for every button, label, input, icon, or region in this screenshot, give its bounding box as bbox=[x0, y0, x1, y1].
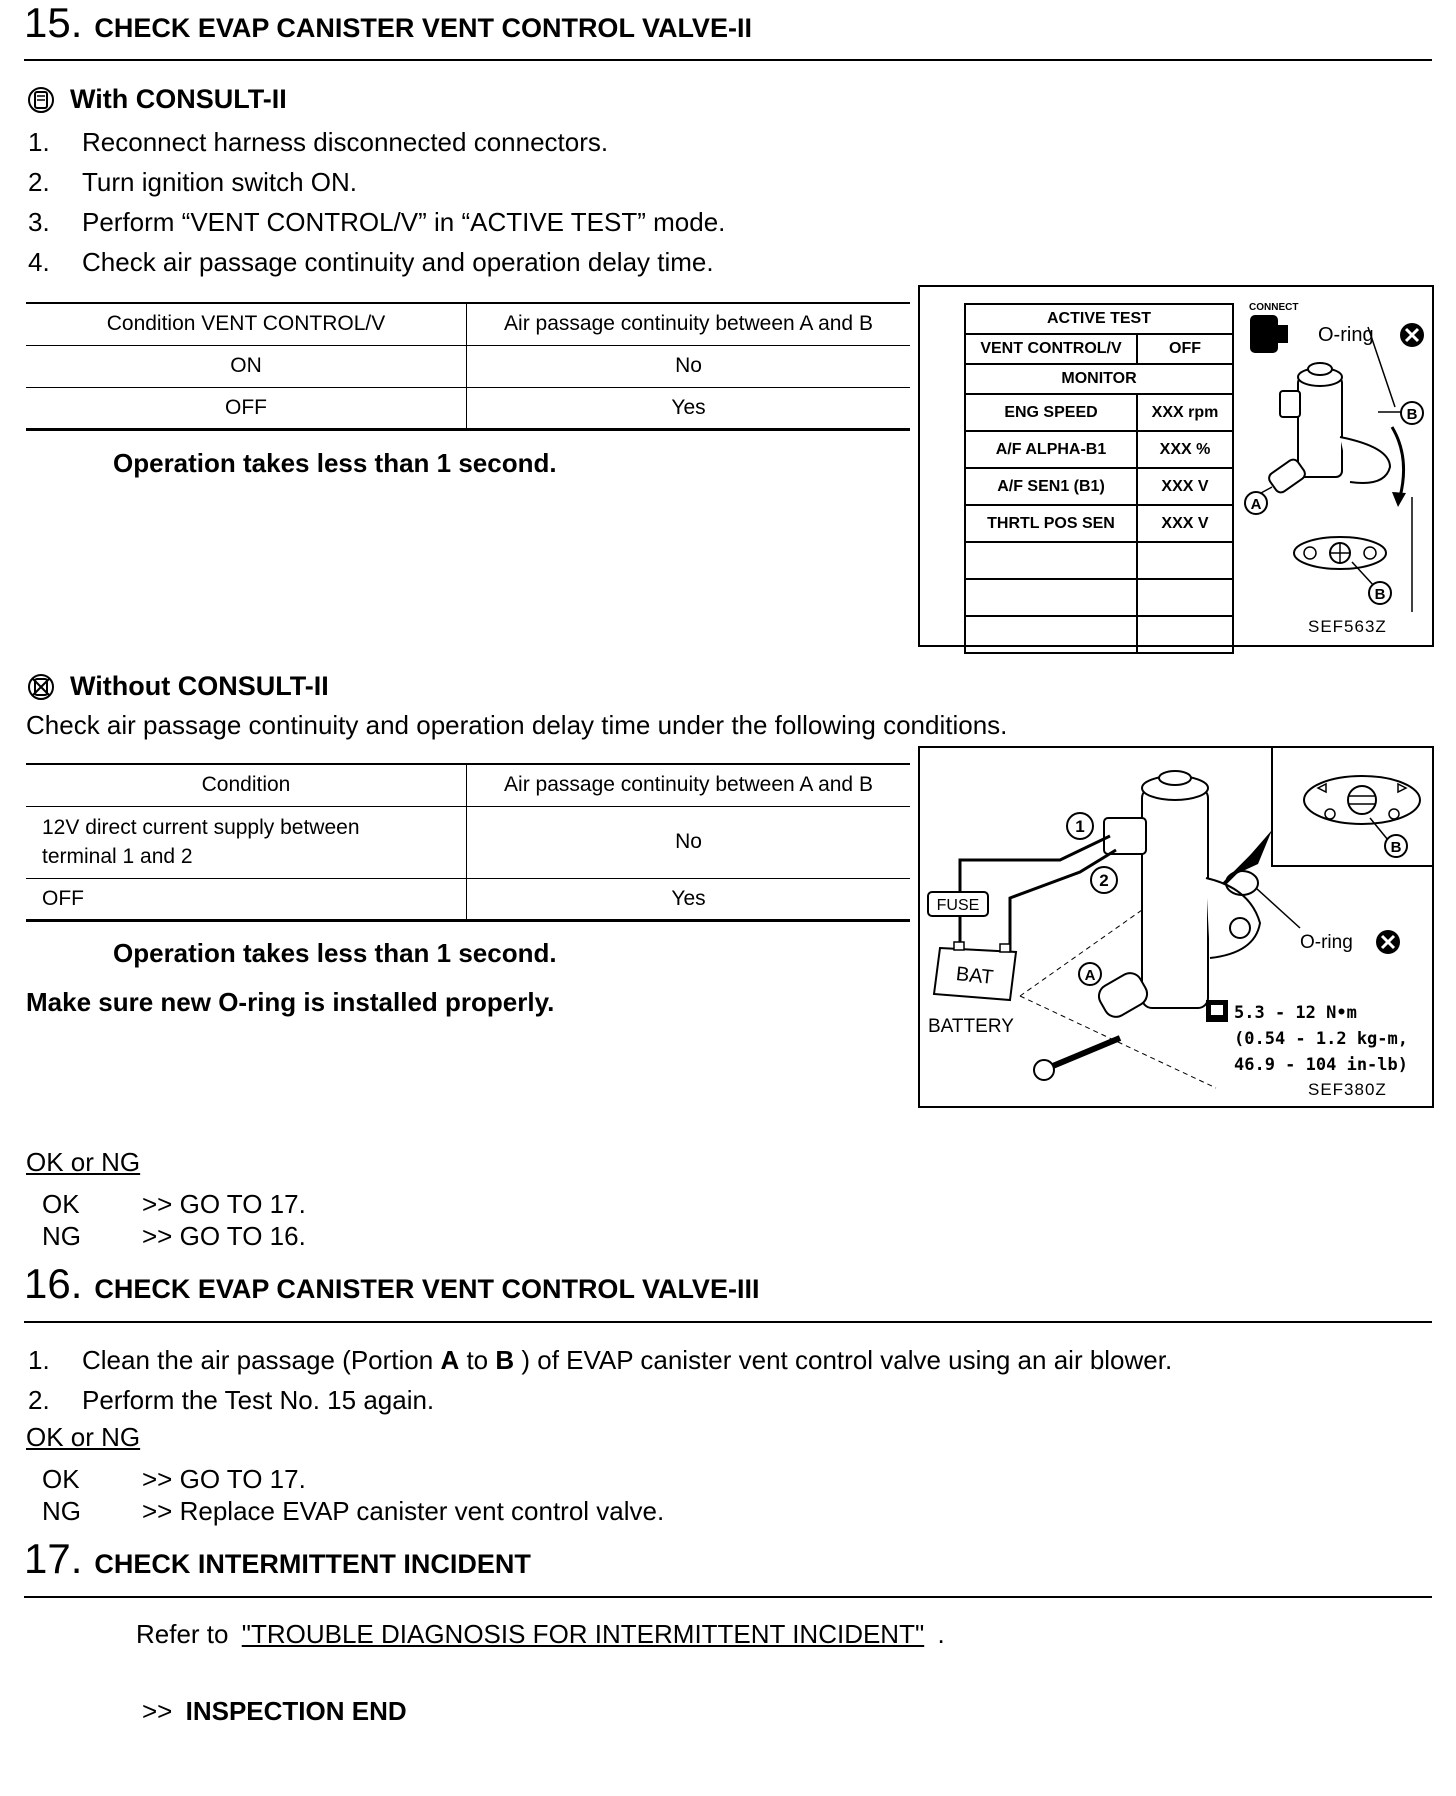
monitor-item: A/F ALPHA-B1 bbox=[965, 431, 1137, 468]
vent-valve-illustration bbox=[920, 287, 1432, 645]
ok-ng-label: OK or NG bbox=[26, 1147, 141, 1177]
result-key: OK bbox=[42, 1189, 80, 1219]
marker-a: A bbox=[1084, 967, 1096, 984]
figure-caption: SEF380Z bbox=[1308, 1080, 1387, 1099]
battery-label: BATTERY bbox=[928, 1016, 1014, 1037]
list-item bbox=[42, 1188, 306, 1220]
terminal-2: 2 bbox=[1099, 871, 1109, 890]
table-header: Condition VENT CONTROL/V bbox=[26, 303, 467, 345]
monitor-item: A/F SEN1 (B1) bbox=[965, 468, 1137, 505]
connect-label: CONNECT bbox=[1249, 302, 1299, 313]
table-cell: Yes bbox=[671, 886, 706, 910]
divider bbox=[24, 59, 1432, 61]
monitor-value: XXX V bbox=[1137, 505, 1233, 542]
terminal-1: 1 bbox=[1075, 817, 1085, 836]
result-key: OK bbox=[42, 1464, 80, 1494]
intermittent-incident-link[interactable]: "TROUBLE DIAGNOSIS FOR INTERMITTENT INCIDENT" bbox=[241, 1619, 925, 1649]
item-text: Check air passage continuity and operation delay time. bbox=[82, 247, 714, 277]
item-number: 1. bbox=[28, 1345, 50, 1375]
marker-b: B bbox=[1390, 839, 1402, 856]
ok-ng-list bbox=[42, 1188, 306, 1252]
table-row bbox=[26, 806, 910, 878]
without-consult-label: Without CONSULT-II bbox=[70, 671, 329, 701]
monitor-item: ENG SPEED bbox=[965, 394, 1137, 431]
item-number: 4. bbox=[28, 247, 50, 277]
monitor-title: ACTIVE TEST bbox=[965, 304, 1233, 334]
item-text bbox=[82, 1340, 1172, 1380]
figure-consult-active-test bbox=[918, 285, 1434, 647]
cell-line: terminal 1 and 2 bbox=[42, 845, 193, 868]
without-consult-table bbox=[26, 763, 910, 922]
list-item bbox=[28, 1380, 1172, 1420]
without-consult-intro: Check air passage continuity and operation delay time under the following conditions. bbox=[26, 710, 1008, 740]
inspection-end bbox=[142, 1696, 407, 1727]
result-action: >> GO TO 17. bbox=[142, 1189, 306, 1219]
step-title: CHECK INTERMITTENT INCIDENT bbox=[94, 1549, 531, 1579]
step-16-list bbox=[28, 1340, 1172, 1420]
monitor-value: XXX V bbox=[1137, 468, 1233, 505]
figure-caption: SEF563Z bbox=[1308, 617, 1387, 636]
oring-note: Make sure new O-ring is installed properly. bbox=[26, 987, 555, 1017]
consult-icon bbox=[26, 85, 56, 115]
marker-b: B bbox=[1406, 406, 1418, 423]
monitor-value: XXX % bbox=[1137, 431, 1233, 468]
end-arrow: >> bbox=[142, 1696, 173, 1726]
table-cell: Yes bbox=[671, 395, 706, 419]
ok-ng-label: OK or NG bbox=[26, 1422, 141, 1452]
ok-ng-list bbox=[42, 1463, 664, 1527]
step-16-header bbox=[24, 1260, 760, 1317]
divider bbox=[24, 1596, 1432, 1598]
table-header: Condition bbox=[26, 764, 467, 806]
text-span: Clean the air passage (Portion bbox=[82, 1345, 434, 1375]
with-consult-heading bbox=[26, 84, 287, 115]
with-consult-table bbox=[26, 302, 910, 431]
item-number: 2. bbox=[28, 167, 50, 197]
list-item bbox=[28, 242, 725, 282]
refer-line bbox=[136, 1614, 945, 1654]
monitor-vent-label: VENT CONTROL/V bbox=[965, 334, 1137, 364]
step-15-header bbox=[24, 2, 752, 56]
with-consult-label: With CONSULT-II bbox=[70, 84, 287, 114]
text-span: ) of EVAP canister vent control valve using an air blower. bbox=[521, 1345, 1173, 1375]
valve-body bbox=[1142, 788, 1208, 1008]
fuse-label: FUSE bbox=[936, 897, 980, 914]
operation-note: Operation takes less than 1 second. bbox=[113, 448, 557, 478]
divider bbox=[24, 1321, 1432, 1323]
without-consult-heading bbox=[26, 671, 329, 702]
no-consult-icon bbox=[26, 672, 56, 702]
marker-a: A bbox=[1250, 496, 1262, 513]
table-cell: No bbox=[675, 354, 702, 377]
item-number: 3. bbox=[28, 207, 50, 237]
monitor-value: XXX rpm bbox=[1137, 394, 1233, 431]
operation-note: Operation takes less than 1 second. bbox=[113, 938, 557, 968]
o-ring bbox=[1226, 871, 1258, 895]
step-title: CHECK EVAP CANISTER VENT CONTROL VALVE-II bbox=[94, 13, 752, 43]
text-span: to bbox=[466, 1345, 489, 1375]
valve-body bbox=[1298, 377, 1342, 477]
marker-b: B bbox=[1374, 586, 1386, 603]
figure-battery-test bbox=[918, 746, 1434, 1108]
monitor-heading: MONITOR bbox=[965, 364, 1233, 394]
result-action: >> Replace EVAP canister vent control valve. bbox=[142, 1496, 665, 1526]
result-action: >> GO TO 16. bbox=[142, 1221, 306, 1251]
table-row bbox=[26, 387, 910, 429]
table-row bbox=[26, 878, 910, 920]
item-text: Perform the Test No. 15 again. bbox=[82, 1385, 435, 1415]
cell-line: 12V direct current supply between bbox=[42, 816, 360, 839]
bat-label: BAT bbox=[954, 963, 995, 989]
list-item bbox=[28, 122, 725, 162]
item-text: Reconnect harness disconnected connectors. bbox=[82, 127, 609, 157]
torque-line-3: 46.9 - 104 in-lb) bbox=[1234, 1055, 1408, 1075]
table-cell: OFF bbox=[26, 387, 467, 429]
list-item bbox=[28, 162, 725, 202]
table-header: Air passage continuity between A and B bbox=[504, 312, 873, 336]
list-item bbox=[28, 1340, 1172, 1380]
result-key: NG bbox=[42, 1496, 81, 1526]
portion-a: A bbox=[440, 1345, 460, 1375]
step-number: 17. bbox=[24, 1535, 83, 1582]
list-item bbox=[42, 1463, 664, 1495]
item-number: 2. bbox=[28, 1385, 50, 1415]
torque-line-2: (0.54 - 1.2 kg-m, bbox=[1234, 1029, 1408, 1049]
valve-connector bbox=[1104, 818, 1146, 854]
table-row bbox=[26, 345, 910, 387]
battery-test-illustration bbox=[920, 748, 1432, 1106]
result-action: >> GO TO 17. bbox=[142, 1464, 306, 1494]
table-cell: OFF bbox=[26, 878, 467, 920]
table-cell: ON bbox=[26, 345, 467, 387]
table-cell: No bbox=[675, 830, 702, 853]
monitor-vent-value: OFF bbox=[1137, 334, 1233, 364]
item-number: 1. bbox=[28, 127, 50, 157]
result-key: NG bbox=[42, 1221, 81, 1251]
with-consult-steps bbox=[28, 122, 725, 282]
step-title: CHECK EVAP CANISTER VENT CONTROL VALVE-III bbox=[94, 1274, 760, 1304]
refer-prefix: Refer to bbox=[136, 1619, 229, 1649]
oring-label: O-ring bbox=[1300, 932, 1353, 953]
torque-line-1: 5.3 - 12 N•m bbox=[1234, 1003, 1357, 1023]
oring-label: O-ring bbox=[1318, 324, 1374, 346]
table-header: Air passage continuity between A and B bbox=[504, 773, 873, 797]
step-17-header bbox=[24, 1535, 531, 1592]
step-number: 15. bbox=[24, 0, 83, 46]
step-number: 16. bbox=[24, 1260, 83, 1307]
end-text: INSPECTION END bbox=[185, 1696, 407, 1726]
item-text: Turn ignition switch ON. bbox=[82, 167, 358, 197]
table-cell bbox=[26, 806, 467, 878]
list-item bbox=[42, 1495, 664, 1527]
monitor-item: THRTL POS SEN bbox=[965, 505, 1137, 542]
connector-icon bbox=[1250, 315, 1278, 353]
portion-b: B bbox=[495, 1345, 515, 1375]
list-item bbox=[28, 202, 725, 242]
item-text: Perform “VENT CONTROL/V” in “ACTIVE TEST” mode. bbox=[82, 207, 726, 237]
list-item bbox=[42, 1220, 306, 1252]
refer-suffix: . bbox=[937, 1619, 945, 1649]
